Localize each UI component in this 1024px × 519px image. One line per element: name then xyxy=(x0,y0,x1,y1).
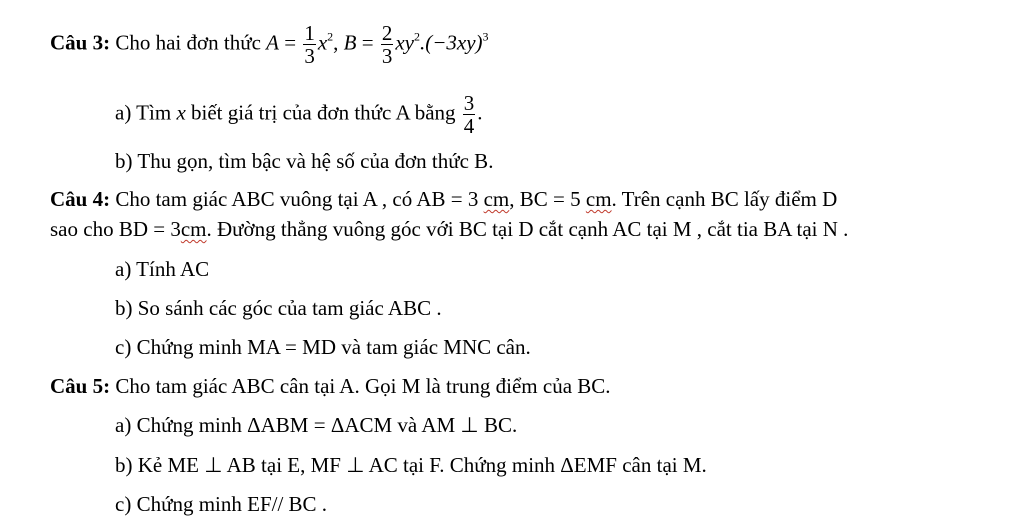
q3-part-a-text2: biết giá trị của đơn thức A bằng xyxy=(185,100,461,125)
q4-unit-cm2: cm xyxy=(585,187,612,211)
q3-intro: Cho hai đơn thức xyxy=(110,30,267,55)
q3-comma: , xyxy=(333,30,344,55)
q4-line2-a: sao cho BD = 3 xyxy=(50,217,181,241)
q3-a-x: x xyxy=(317,30,328,55)
q4-part-c: c) Chứng minh MA = MD và tam giác MNC cân. xyxy=(115,335,531,359)
q3-part-a-text: a) Tìm xyxy=(115,100,177,125)
q3-eq2: = xyxy=(356,30,379,55)
q3-fraction-a-num: 1 xyxy=(304,21,315,45)
q3-statement xyxy=(50,22,489,67)
q3-part-a-fraction xyxy=(463,92,476,137)
q5-label: Câu 5: xyxy=(50,374,111,398)
q3-fraction-b-den: 3 xyxy=(381,44,393,69)
q4-line1-b: , BC = 5 xyxy=(509,187,586,211)
q3-label: Câu 3: xyxy=(50,30,111,55)
q3-part-a-fraction-num: 3 xyxy=(463,91,475,115)
q3-var-a: A xyxy=(266,30,279,55)
q3-part-a-end: . xyxy=(477,100,483,125)
q4-part-b: b) So sánh các góc của tam giác ABC . xyxy=(115,296,442,320)
q3-b-tail: .(−3xy) xyxy=(419,30,483,55)
q5-part-a: a) Chứng minh ΔABM = ΔACM và AM ⊥ BC. xyxy=(115,413,518,437)
q3-fraction-b xyxy=(381,22,394,67)
q5-statement xyxy=(50,376,611,397)
q4-label: Câu 4: xyxy=(50,187,111,211)
q3-var-b: B xyxy=(343,30,357,55)
q4-statement-line2 xyxy=(50,219,848,240)
q3-b-xy: xy xyxy=(395,30,414,55)
q3-part-a-fraction-den: 4 xyxy=(463,114,475,139)
q4-line1-a: Cho tam giác ABC vuông tại A , có AB = 3 xyxy=(110,187,484,211)
q3-part-a-x: x xyxy=(176,100,186,125)
q4-statement-line1 xyxy=(50,189,837,210)
q3-b-exp: 2 xyxy=(413,29,420,44)
q3-a-exp: 2 xyxy=(327,29,334,44)
q3-eq: = xyxy=(278,30,302,55)
q4-unit-cm3: cm xyxy=(180,217,207,241)
q4-line1-c: . Trên cạnh BC lấy điểm D xyxy=(611,187,838,211)
q5-part-b: b) Kẻ ME ⊥ AB tại E, MF ⊥ AC tại F. Chứng minh ΔEMF cân tại M. xyxy=(115,453,707,477)
q3-b-tail-exp: 3 xyxy=(482,29,489,44)
q4-unit-cm1: cm xyxy=(483,187,510,211)
q3-fraction-a xyxy=(303,22,316,67)
q3-part-b: b) Thu gọn, tìm bậc và hệ số của đơn thức B. xyxy=(115,149,494,173)
q3-fraction-a-den: 3 xyxy=(304,44,315,69)
q4-part-a: a) Tính AC xyxy=(115,257,210,281)
q5-part-c: c) Chứng minh EF// BC . xyxy=(115,492,328,516)
q3-fraction-b-num: 2 xyxy=(381,21,393,45)
q4-line2-b: . Đường thẳng vuông góc với BC tại D cắt cạnh AC tại M , cắt tia BA tại N . xyxy=(206,217,849,241)
q5-intro: Cho tam giác ABC cân tại A. Gọi M là trung điểm của BC. xyxy=(110,374,611,398)
q3-part-a xyxy=(115,92,483,137)
